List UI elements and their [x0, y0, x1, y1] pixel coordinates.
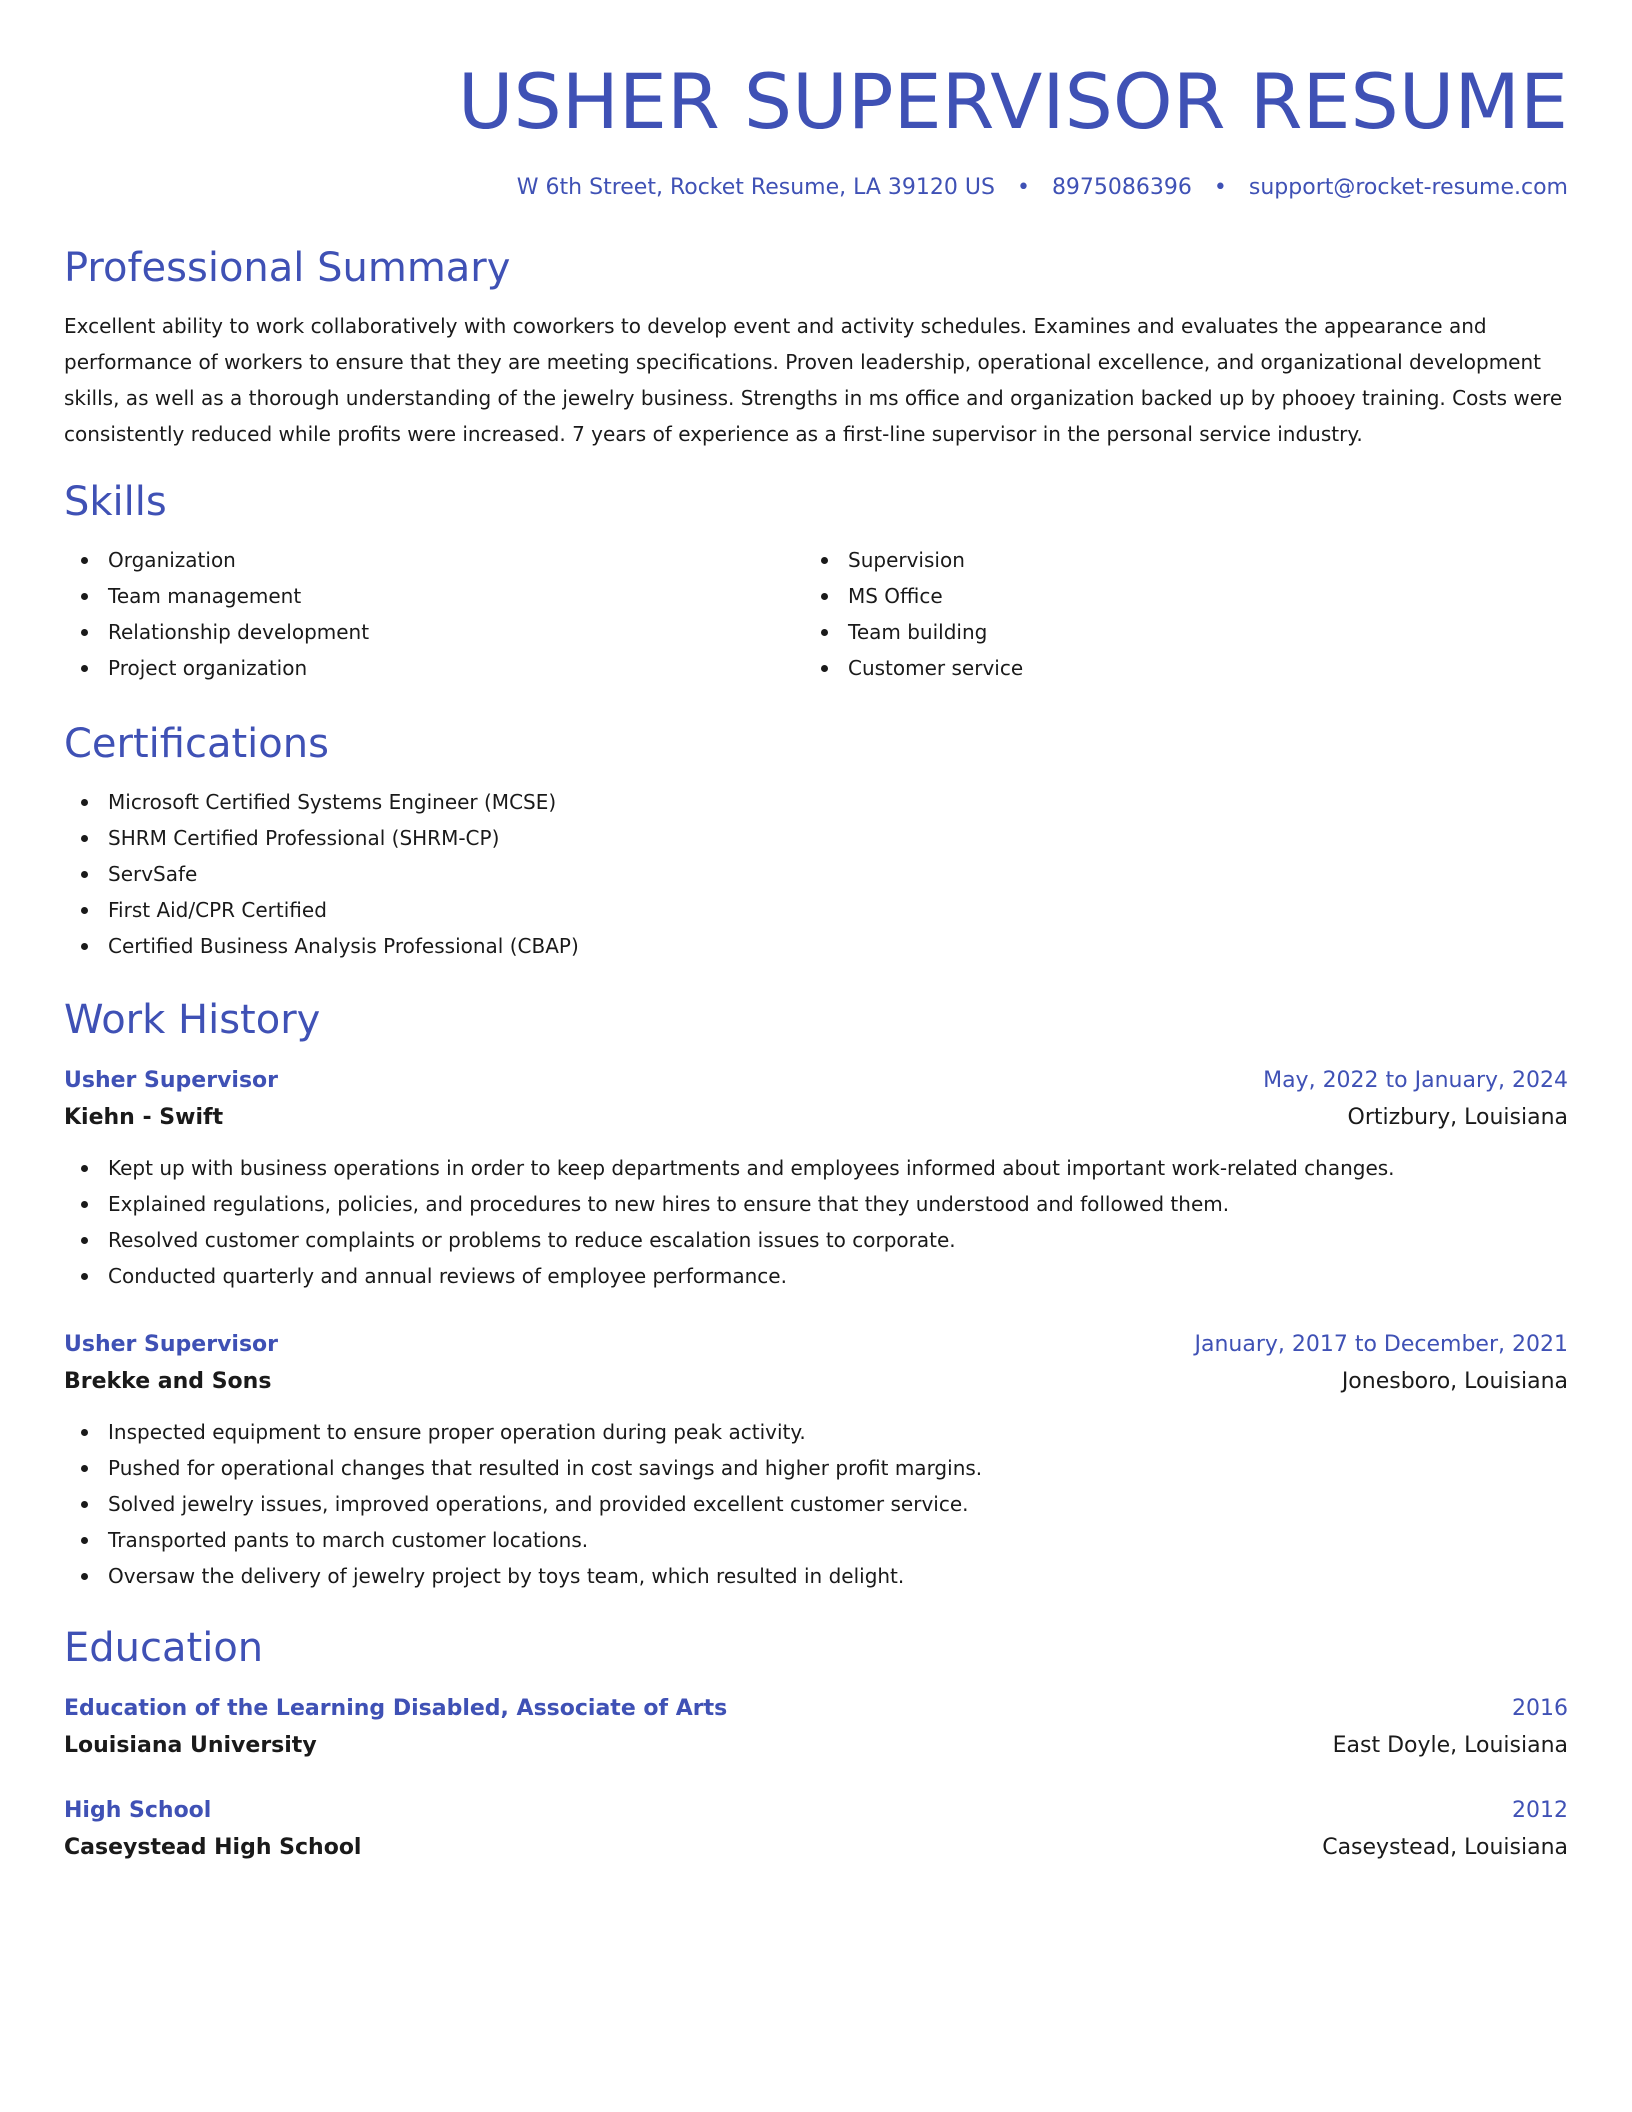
job-location: Jonesboro, Louisiana — [1341, 1369, 1568, 1394]
job-dates: May, 2022 to January, 2024 — [1263, 1068, 1568, 1093]
education-degree: High School — [64, 1798, 212, 1823]
education-degree: Education of the Learning Disabled, Associate of Arts — [64, 1696, 728, 1721]
job-company: Brekke and Sons — [64, 1369, 272, 1394]
skills-list-right — [804, 542, 1544, 686]
job-duty-item: Transported pants to march customer locations. — [64, 1522, 1568, 1558]
education-entry — [64, 1692, 1568, 1766]
education-header-row — [64, 1794, 1568, 1828]
education-section — [64, 1624, 1568, 1868]
job-header-row — [64, 1328, 1568, 1362]
certification-item: First Aid/CPR Certified — [64, 892, 1568, 928]
job-duty-item: Resolved customer complaints or problems to reduce escalation issues to corporate. — [64, 1222, 1568, 1258]
skill-item: Organization — [64, 542, 804, 578]
job-header-row — [64, 1064, 1568, 1098]
education-location: Caseystead, Louisiana — [1322, 1835, 1568, 1860]
job-org-row — [64, 1362, 1568, 1402]
job-entry — [64, 1064, 1568, 1294]
summary-heading: Professional Summary — [64, 245, 511, 291]
skill-item: Project organization — [64, 650, 804, 686]
work-history-section — [64, 996, 1568, 1594]
skill-item: Customer service — [804, 650, 1544, 686]
certifications-section — [64, 720, 1568, 964]
job-location: Ortizbury, Louisiana — [1347, 1105, 1568, 1130]
job-duty-item: Kept up with business operations in order to keep departments and employees informed about important work-related changes. — [64, 1150, 1568, 1186]
skill-item: Team management — [64, 578, 804, 614]
certification-item: Microsoft Certified Systems Engineer (MCSE) — [64, 784, 1568, 820]
job-duty-item: Pushed for operational changes that resulted in cost savings and higher profit margins. — [64, 1450, 1568, 1486]
education-school: Louisiana University — [64, 1733, 317, 1758]
education-location: East Doyle, Louisiana — [1332, 1733, 1568, 1758]
certification-item: SHRM Certified Professional (SHRM-CP) — [64, 820, 1568, 856]
summary-text: Excellent ability to work collaboratively with coworkers to develop event and activity schedules. Examines and evaluates the appearance and performance of workers to ensure that they are meeting specifications. Proven leadership, operational excellence, and organizational development skills, as well as a thorough understanding of the jewelry business. Strengths in ms office and organization backed up by phooey training. Costs were consistently reduced while profits were increased. 7 years of experience as a first-line supervisor in the personal service industry. — [64, 314, 1563, 446]
job-duty-item: Oversaw the delivery of jewelry project by toys team, which resulted in delight. — [64, 1558, 1568, 1594]
job-duty-item: Explained regulations, policies, and procedures to new hires to ensure that they understood and followed them. — [64, 1186, 1568, 1222]
contact-email: support@rocket-resume.com — [1248, 175, 1568, 200]
resume-header — [64, 56, 1568, 202]
education-entry — [64, 1794, 1568, 1868]
certifications-list — [64, 784, 1568, 964]
skills-grid — [64, 542, 1568, 686]
work-history-heading: Work History — [64, 997, 321, 1043]
education-heading: Education — [64, 1625, 264, 1671]
contact-address: W 6th Street, Rocket Resume, LA 39120 US — [516, 175, 995, 200]
job-org-row — [64, 1098, 1568, 1138]
skills-list-left — [64, 542, 804, 686]
contact-line — [64, 174, 1568, 202]
education-header-row — [64, 1692, 1568, 1726]
summary-section — [64, 244, 1568, 452]
education-school-row — [64, 1828, 1568, 1868]
education-school-row — [64, 1726, 1568, 1766]
contact-separator: • — [1213, 175, 1227, 200]
education-school: Caseystead High School — [64, 1835, 362, 1860]
job-duty-item: Solved jewelry issues, improved operations, and provided excellent customer service. — [64, 1486, 1568, 1522]
education-year: 2016 — [1512, 1696, 1568, 1721]
job-duties-list — [64, 1414, 1568, 1594]
resume-title: USHER SUPERVISOR RESUME — [457, 57, 1568, 146]
certifications-heading: Certifications — [64, 721, 329, 767]
skill-item: Relationship development — [64, 614, 804, 650]
job-duty-item: Conducted quarterly and annual reviews of employee performance. — [64, 1258, 1568, 1294]
job-company: Kiehn - Swift — [64, 1105, 224, 1130]
skill-item: Team building — [804, 614, 1544, 650]
certification-item: ServSafe — [64, 856, 1568, 892]
job-duty-item: Inspected equipment to ensure proper operation during peak activity. — [64, 1414, 1568, 1450]
skill-item: MS Office — [804, 578, 1544, 614]
education-year: 2012 — [1512, 1798, 1568, 1823]
job-title: Usher Supervisor — [64, 1332, 279, 1357]
contact-phone: 8975086396 — [1051, 175, 1192, 200]
skills-section — [64, 478, 1568, 686]
job-title: Usher Supervisor — [64, 1068, 279, 1093]
skills-heading: Skills — [64, 479, 167, 525]
contact-separator: • — [1016, 175, 1030, 200]
skill-item: Supervision — [804, 542, 1544, 578]
job-dates: January, 2017 to December, 2021 — [1194, 1332, 1568, 1357]
job-duties-list — [64, 1150, 1568, 1294]
job-entry — [64, 1328, 1568, 1594]
certification-item: Certified Business Analysis Professional (CBAP) — [64, 928, 1568, 964]
